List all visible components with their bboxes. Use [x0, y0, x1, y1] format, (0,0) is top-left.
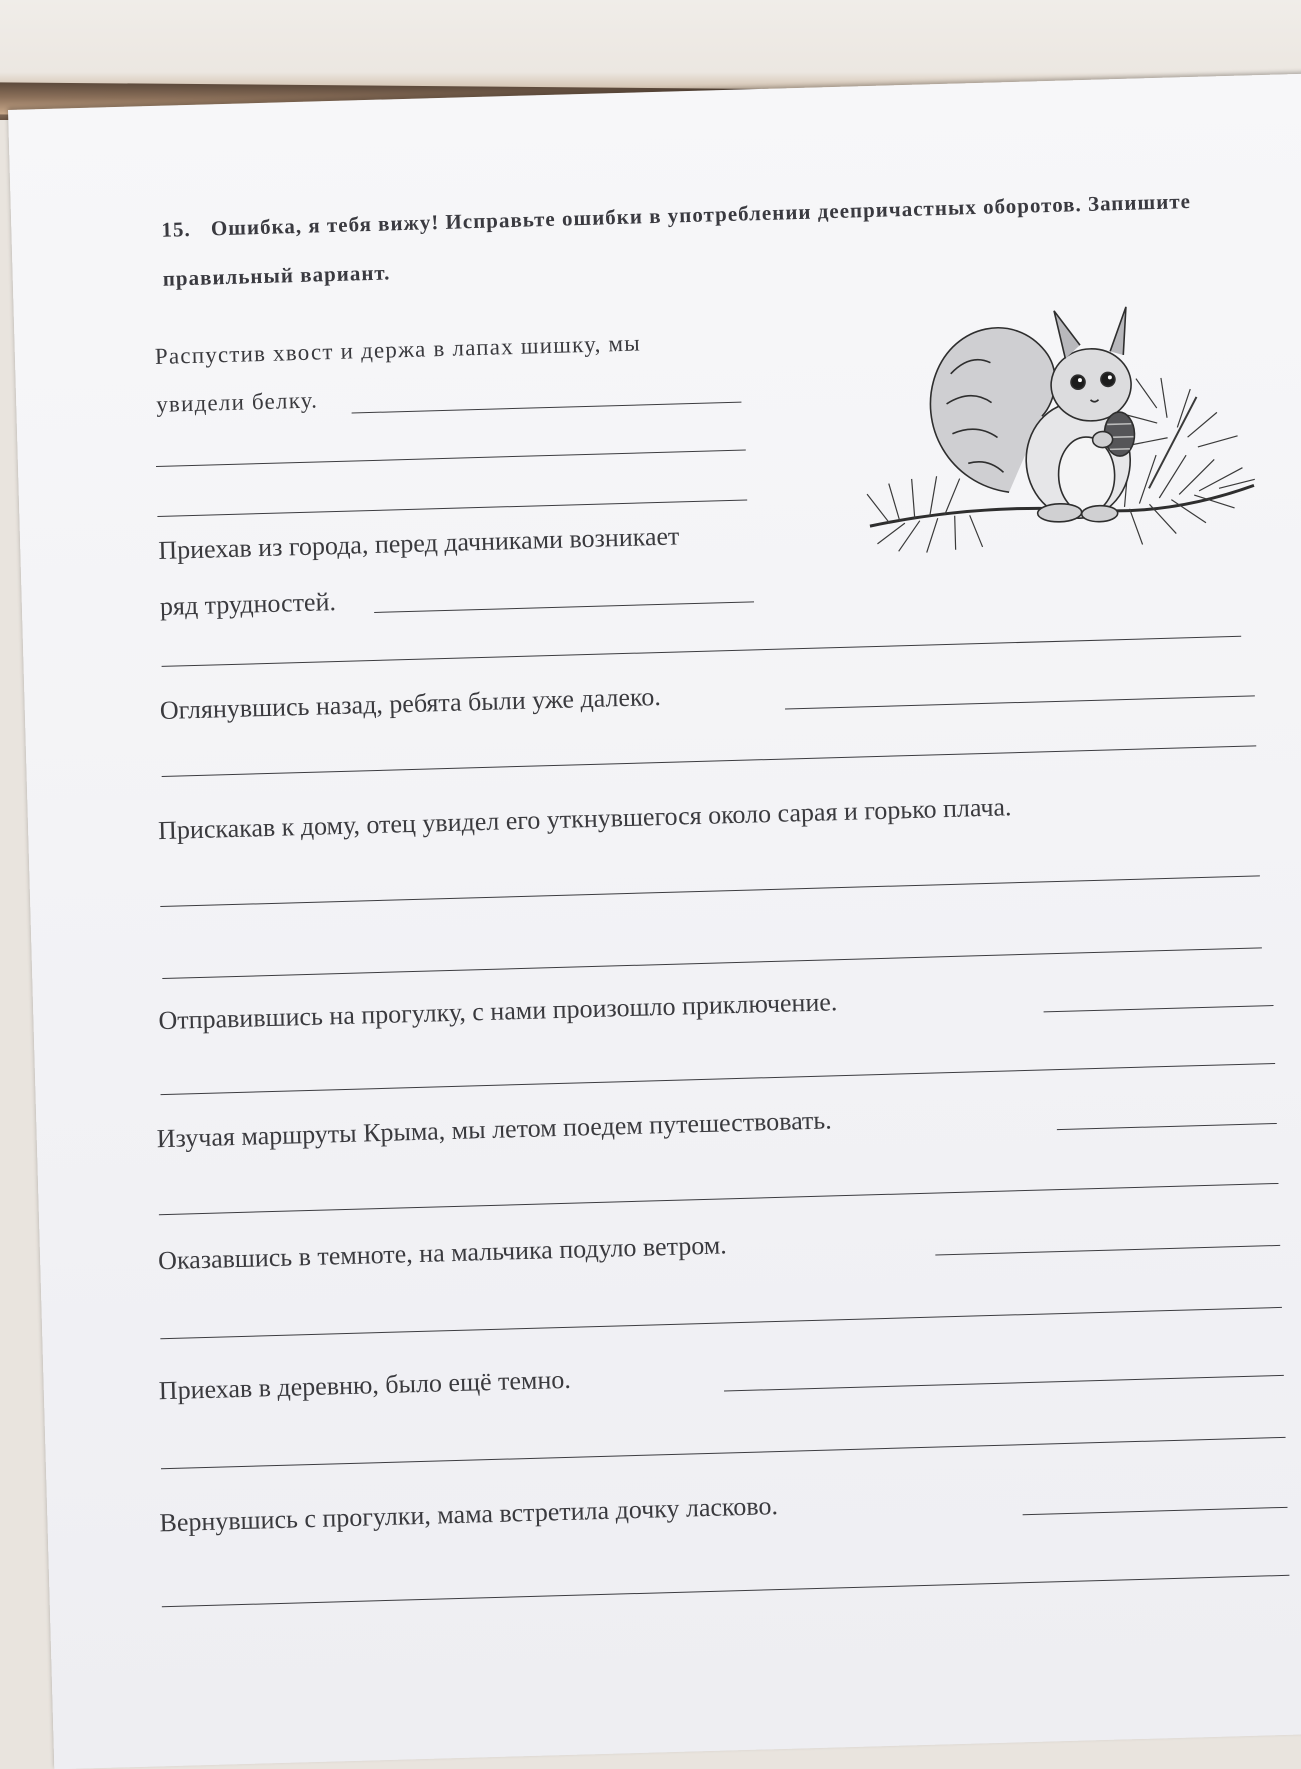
sentence-2-line-1: Приехав из города, перед дачниками возникает: [157, 521, 680, 565]
answer-line[interactable]: [162, 636, 1242, 667]
answer-line[interactable]: [785, 695, 1255, 709]
answer-line[interactable]: [162, 1575, 1290, 1607]
answer-line[interactable]: [724, 1375, 1284, 1392]
answer-line[interactable]: [1057, 1123, 1277, 1130]
sentence-6: Изучая маршруты Крыма, мы летом поедем путешествовать.: [156, 1105, 833, 1154]
sentence-5: Отправившись на прогулку, с нами произошло приключение.: [158, 987, 838, 1036]
answer-line[interactable]: [159, 1183, 1279, 1215]
answer-line[interactable]: [352, 402, 742, 414]
sentence-2-line-2: ряд трудностей.: [159, 587, 337, 621]
answer-line[interactable]: [161, 1437, 1286, 1469]
sentence-8: Приехав в деревню, было ещё темно.: [158, 1364, 572, 1406]
sentence-3: Оглянувшись назад, ребята были уже далеко.: [159, 682, 662, 725]
answer-line[interactable]: [935, 1245, 1280, 1256]
answer-line[interactable]: [374, 601, 754, 613]
sentence-7: Оказавшись в темноте, на мальчика подуло ветром.: [157, 1230, 728, 1276]
answer-line[interactable]: [162, 947, 1262, 979]
answer-line[interactable]: [161, 1063, 1276, 1095]
answer-line[interactable]: [1023, 1507, 1288, 1515]
exercise-number: 15.: [161, 216, 191, 242]
answer-line[interactable]: [156, 450, 746, 467]
exercise-title: Ошибка, я тебя вижу! Исправьте ошибки в употреблении деепричастных оборотов. Запишите правильный вариант.: [162, 189, 1192, 291]
answer-line[interactable]: [1044, 1005, 1274, 1012]
exercise-heading: [161, 176, 1223, 304]
answer-line[interactable]: [162, 745, 1257, 777]
answer-line[interactable]: [157, 500, 747, 517]
sentence-1-line-2: увидели белку.: [155, 387, 319, 417]
answer-line[interactable]: [160, 1307, 1282, 1339]
squirrel-with-pinecone-icon: [854, 285, 1262, 596]
sentence-4: Прискакав к дому, отец увидел его уткнувшегося около сарая и горько плача.: [157, 792, 1012, 846]
worksheet-page: [8, 73, 1301, 1769]
sentence-1-line-1: Распустив хвост и держа в лапах шишку, мы: [154, 330, 642, 369]
answer-line[interactable]: [160, 875, 1260, 907]
sentence-9: Вернувшись с прогулки, мама встретила дочку ласково.: [159, 1491, 779, 1538]
